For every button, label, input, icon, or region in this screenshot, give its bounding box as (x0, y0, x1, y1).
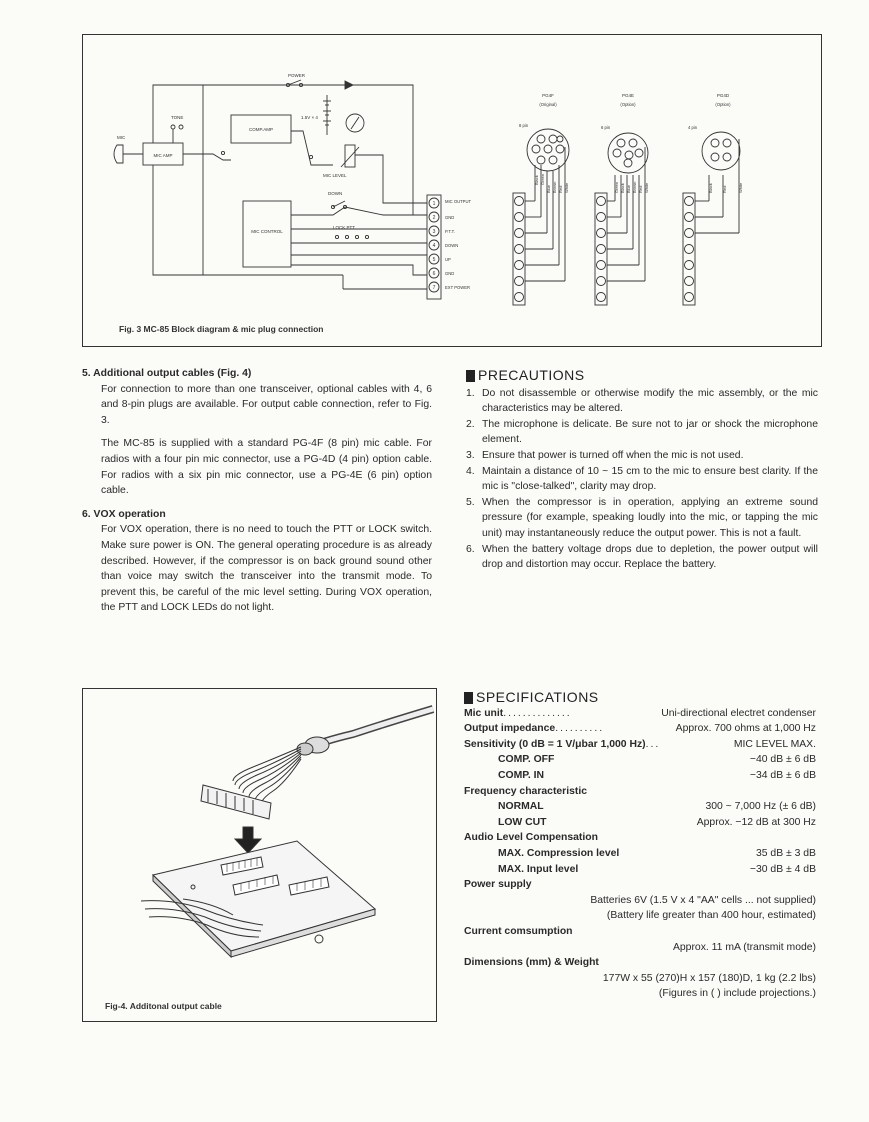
spec-row: Output impedance .......... Approx. 700 ohms at 1,000 Hz (464, 721, 816, 737)
list-item (466, 495, 818, 542)
spec-value: Batteries 6V (1.5 V x 4 "AA" cells ... not supplied) (590, 894, 816, 906)
precautions-title: PRECAUTIONS (478, 367, 585, 383)
left-column (82, 366, 432, 616)
wire-color: Green (614, 181, 619, 193)
spec-label: MAX. Input level (498, 863, 579, 875)
list-item (466, 417, 818, 448)
spec-label: Audio Level Compensation (464, 832, 598, 844)
fig4-caption: Fig-4. Additonal output cable (105, 1001, 222, 1011)
pg4f-label: PG4F (542, 93, 554, 98)
spec-label: Mic unit (464, 707, 504, 719)
spec-label: COMP. IN (498, 769, 544, 781)
spec-label: Dimensions (mm) & Weight (464, 957, 599, 969)
spec-label: MAX. Compression level (498, 847, 620, 859)
pin-label: EXT POWER (445, 285, 471, 290)
spec-value: 35 dB ± 3 dB (755, 847, 816, 859)
wire-color: White (738, 182, 743, 193)
mic-label: MIC (117, 135, 126, 140)
precautions-list (466, 386, 818, 573)
down-label: DOWN (328, 191, 343, 196)
item-number: 1. (466, 387, 475, 399)
pin-num: 6 (432, 271, 436, 277)
wire-color: Black (620, 183, 625, 193)
pin-num: 5 (432, 257, 436, 263)
item-text: Do not disassemble or otherwise modify the mic assembly, or the mic characteristics may be altered. (482, 387, 818, 415)
pin-label: GND (445, 271, 455, 276)
item-text: When the compressor is in operation, applying an extreme sound pressure (for example, speaking loudly into the mic, or tapping the mic unit) may instantaneously reduce the output power. This is not a fault. (482, 496, 818, 539)
mic-level-label: MIC LEVEL (323, 173, 347, 178)
spec-label: Current comsumption (464, 925, 573, 937)
wire-color: Red (638, 185, 643, 193)
spec-value: MIC LEVEL MAX. (733, 738, 816, 750)
mic-amp-label: MIC AMP (153, 153, 173, 158)
tone-label: TONE (171, 115, 184, 120)
power-label: POWER (288, 73, 306, 78)
lock-ptt-label: LOCK PTT (333, 225, 356, 230)
pin-label: MIC OUTPUT (445, 199, 472, 204)
section5-para2: The MC-85 is supplied with a standard PG-4F (8 pin) mic cable. For radios with a four pin mic connector, use a PG-4D (4 pin) option cable. For radios with a six pin mic connector, use a PG-4E (6 pin) option cable. (101, 438, 432, 497)
wire-color: Blue (626, 184, 631, 193)
cable-illustration-svg (83, 689, 436, 1021)
item-text: When the battery voltage drops due to depletion, the power output will drop and distortion may occur. Replace the battery. (482, 543, 818, 571)
wire-color: Brown (552, 181, 557, 193)
mic-control-label: MIC CONTROL (251, 229, 283, 234)
pin-num: 1 (432, 201, 436, 207)
spec-row (464, 815, 816, 831)
specifications (464, 690, 816, 1002)
bullet-square-icon (464, 692, 473, 704)
fig4-cable-illustration (82, 688, 437, 1022)
spec-row (464, 768, 816, 784)
mic-control-box (243, 201, 291, 267)
wire-color: Blue (546, 184, 551, 193)
spec-value: 300 ~ 7,000 Hz (± 6 dB) (705, 801, 816, 813)
item-number: 6. (466, 543, 475, 555)
spec-row (464, 862, 816, 878)
spec-value: 177W x 55 (270)H x 157 (180)D, 1 kg (2.2 lbs) (602, 972, 816, 984)
spec-label: COMP. OFF (498, 754, 555, 766)
pg4d-label: PG4D (716, 93, 730, 98)
section6-para: For VOX operation, there is no need to touch the PTT or LOCK switch. Make sure power is ON. The general operating procedure is as already described. However, if the compressor is on back ground sound other than voice may switch the transceiver into the transmit mode. To prevent this, be careful of the mic level setting. During VOX operation, the PTT and LOCK LEDs do not light. (101, 524, 432, 614)
list-item (466, 448, 818, 464)
spec-label: LOW CUT (498, 816, 547, 828)
item-number: 4. (466, 465, 475, 477)
spec-value: −40 dB ± 6 dB (749, 754, 816, 766)
section6-title: 6. VOX operation (82, 508, 166, 520)
battery-label: 1.5V × 4 (301, 115, 318, 120)
precautions-heading (466, 368, 818, 384)
pin-num: 2 (432, 215, 436, 221)
pg4e-label: PG4E (621, 93, 635, 98)
spec-label: Frequency characteristic (464, 785, 588, 797)
spec-value: Approx. −12 dB at 300 Hz (696, 816, 816, 828)
wire-color: Green (540, 173, 545, 185)
spec-value: (Battery life greater than 400 hour, estimated) (606, 910, 816, 922)
pin-num: 4 (432, 243, 436, 249)
spec-value: −30 dB ± 4 dB (749, 863, 816, 875)
pg4e-sub: (Option) (620, 102, 636, 107)
wire-color: Brown (632, 181, 637, 193)
spec-row (464, 846, 816, 862)
specifications-title: SPECIFICATIONS (476, 689, 599, 705)
item-number: 3. (466, 449, 475, 461)
down-arrow-icon (235, 827, 261, 853)
spec-label: NORMAL (498, 801, 544, 813)
precautions (466, 368, 818, 573)
pg4e-pins: 6 pin (601, 125, 611, 130)
section5-para1: For connection to more than one transceiver, optional cables with 4, 6 and 8-pin plugs are available. For output cable connection, refer to Fig. 3. (101, 383, 432, 426)
list-item (466, 542, 818, 573)
pin-num: 7 (432, 285, 436, 291)
spec-label: Power supply (464, 879, 532, 891)
pg4d-connector (683, 93, 743, 305)
pg4d-pins: 4 pin (688, 125, 698, 130)
pg4d-sub: (Option) (715, 102, 731, 107)
section5-title: 5. Additional output cables (Fig. 4) (82, 368, 252, 379)
fig3-caption: Fig. 3 MC-85 Block diagram & mic plug connection (119, 324, 324, 334)
mic-capsule-icon (114, 145, 123, 163)
wire-color: Black (534, 175, 539, 185)
spec-label: Sensitivity (0 dB = 1 V/μbar 1,000 Hz) (464, 738, 646, 750)
item-number: 5. (466, 496, 475, 508)
wire-color: White (564, 182, 569, 193)
spec-row: Sensitivity (0 dB = 1 V/μbar 1,000 Hz) ... MIC LEVEL MAX. (464, 737, 816, 753)
pin-label: GND (445, 215, 455, 220)
item-text: The microphone is delicate. Be sure not to jar or shock the microphone element. (482, 418, 818, 446)
wire-color: Red (558, 185, 563, 193)
wire-color: Red (722, 185, 727, 193)
item-text: Ensure that power is turned off when the mic is not used. (482, 449, 744, 461)
wire-color: Black (708, 183, 713, 193)
spec-label: Output impedance (464, 723, 556, 735)
spec-row (464, 799, 816, 815)
list-item (466, 464, 818, 495)
pg4f-sub: (Original) (539, 102, 557, 107)
specifications-heading (464, 690, 816, 706)
list-item (466, 386, 818, 417)
spec-value: Uni-directional electret condenser (661, 707, 816, 719)
item-number: 2. (466, 418, 475, 430)
pin-num: 3 (432, 229, 436, 235)
spec-note: (Figures in ( ) include projections.) (658, 988, 816, 1000)
block-diagram-svg (83, 35, 823, 348)
wire-color: White (644, 182, 649, 193)
bullet-square-icon (466, 370, 475, 382)
pg4e-connector (595, 93, 649, 305)
pg4f-connector (513, 93, 569, 305)
spec-value: Approx. 700 ohms at 1,000 Hz (675, 723, 816, 735)
fig3-block-diagram (82, 34, 822, 347)
spec-value: Approx. 11 mA (transmit mode) (672, 941, 816, 953)
comp-amp-label: COMP.AMP (249, 127, 273, 132)
spec-value: −34 dB ± 6 dB (749, 769, 816, 781)
pg4f-pins: 8 pin (519, 123, 529, 128)
item-text: Maintain a distance of 10 ~ 15 cm to the mic to ensure best clarity. If the mic is "close-talked", clarity may drop. (482, 465, 818, 493)
pin-label: DOWN (445, 243, 459, 248)
spec-row: Mic unit .............. Uni-directional electret condenser (464, 706, 816, 722)
pin-label: UP (445, 257, 451, 262)
spec-row (464, 752, 816, 768)
pin-label: P.T.T. (445, 229, 455, 234)
